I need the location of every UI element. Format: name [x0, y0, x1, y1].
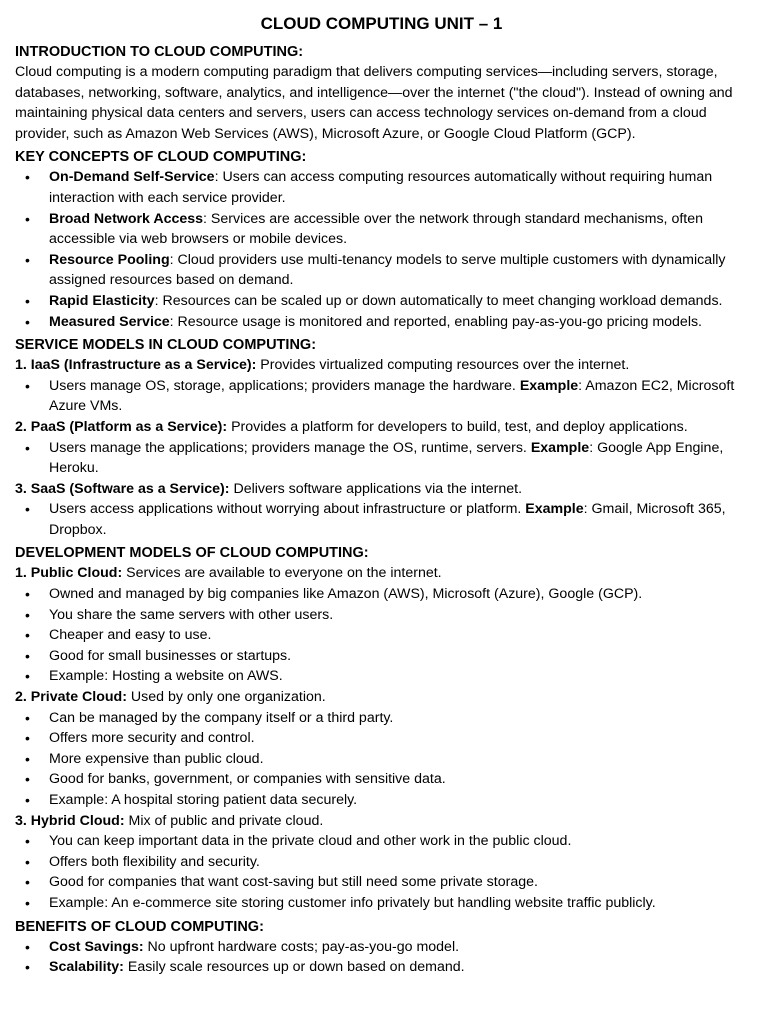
list-item [15, 499, 756, 540]
list-item: • Example: An e-commerce site storing customer info privately but handling website traffic publicly. [15, 893, 756, 914]
service-model-paas [15, 417, 756, 438]
benefit-term: Cost Savings: [49, 938, 144, 955]
list-item: • Offers both flexibility and security. [15, 852, 756, 873]
model-name: 1. Public Cloud: [15, 565, 123, 582]
list-item: • You can keep important data in the private cloud and other work in the public cloud. [15, 831, 756, 852]
concept-term: Measured Service [49, 313, 170, 330]
deployment-model-public [15, 563, 756, 584]
list-item [15, 312, 756, 333]
list-item: • Good for companies that want cost-saving but still need some private storage. [15, 872, 756, 893]
key-concepts-list [15, 167, 756, 332]
benefit-term: Scalability: [49, 959, 124, 976]
service-model-list [15, 376, 756, 417]
deployment-models-heading: DEVELOPMENT MODELS OF CLOUD COMPUTING: [15, 545, 369, 562]
concept-term: Rapid Elasticity [49, 292, 155, 309]
list-item: • You share the same servers with other users. [15, 605, 756, 626]
model-bullet-text: Users access applications without worrying about infrastructure or platform. [49, 501, 526, 518]
list-item: • Good for banks, government, or companies with sensitive data. [15, 769, 756, 790]
list-item: • More expensive than public cloud. [15, 749, 756, 770]
deployment-model-list [15, 584, 756, 687]
example-label: Example [525, 501, 584, 518]
example-text: : Gmail, Microsoft 365, Dropbox. [49, 501, 726, 538]
concept-text: : Cloud providers use multi-tenancy models to serve multiple customers with dynamically assigned resources based on demand. [49, 251, 726, 289]
list-item: • Good for small businesses or startups. [15, 646, 756, 667]
concept-text: : Resources can be scaled up or down automatically to meet changing workload demands. [154, 292, 723, 309]
document-title: CLOUD COMPUTING UNIT – 1 [260, 14, 503, 33]
deployment-model-list [15, 831, 756, 913]
benefit-text: No upfront hardware costs; pay-as-you-go model. [143, 938, 460, 955]
service-model-list [15, 438, 756, 479]
model-desc: Provides a platform for developers to build, test, and deploy applications. [227, 418, 688, 435]
model-bullet-text: Users manage the applications; providers manage the OS, runtime, servers. [49, 439, 531, 456]
model-name: 1. IaaS (Infrastructure as a Service): [15, 357, 257, 374]
model-desc: Used by only one organization. [126, 689, 326, 706]
list-item [15, 937, 756, 958]
model-name: 3. SaaS (Software as a Service): [15, 480, 230, 497]
list-item: • Example: A hospital storing patient data securely. [15, 790, 756, 811]
list-item: • Example: Hosting a website on AWS. [15, 666, 756, 687]
service-model-saas [15, 479, 756, 500]
concept-term: On-Demand Self-Service [49, 169, 215, 186]
example-text: : Google App Engine, Heroku. [49, 439, 724, 477]
list-item [15, 376, 756, 417]
model-desc: Services are available to everyone on the internet. [122, 565, 442, 582]
list-item: • Owned and managed by big companies like Amazon (AWS), Microsoft (Azure), Google (GCP). [15, 584, 756, 605]
deployment-model-hybrid [15, 811, 756, 832]
benefits-heading: BENEFITS OF CLOUD COMPUTING: [15, 918, 264, 935]
concept-text: : Users can access computing resources automatically without requiring human interaction with each service provider. [49, 169, 713, 206]
concept-text: : Resource usage is monitored and reported, enabling pay-as-you-go pricing models. [169, 313, 703, 330]
list-item [15, 167, 756, 208]
example-label: Example [519, 377, 579, 394]
concept-term: Resource Pooling [49, 251, 170, 268]
list-item [15, 209, 756, 250]
example-text: : Amazon EC2, Microsoft Azure VMs. [49, 377, 735, 415]
deployment-model-private [15, 687, 756, 708]
list-item: • Cheaper and easy to use. [15, 625, 756, 646]
model-name: 2. PaaS (Platform as a Service): [15, 418, 228, 435]
list-item [15, 250, 756, 291]
list-item: • Offers more security and control. [15, 728, 756, 749]
model-name: 3. Hybrid Cloud: [15, 812, 125, 829]
list-item [15, 957, 756, 978]
deployment-model-list [15, 708, 756, 811]
concept-term: Broad Network Access [49, 210, 204, 227]
intro-paragraph: Cloud computing is a modern computing paradigm that delivers computing services—including servers, storage, databases, networking, software, analytics, and intelligence—over the internet ("the cloud"). Instead of owning and maintaining physical data centers and servers, users can access technology services on-demand from a cloud provider, such as Amazon Web Services (AWS), Microsoft Azure, or Google Cloud Platform (GCP). [15, 64, 733, 142]
key-concepts-heading: KEY CONCEPTS OF CLOUD COMPUTING: [15, 149, 307, 166]
model-desc: Delivers software applications via the internet. [229, 480, 523, 497]
service-model-iaas [15, 355, 756, 376]
list-item [15, 291, 756, 312]
benefit-text: Easily scale resources up or down based on demand. [123, 959, 465, 976]
model-desc: Provides virtualized computing resources over the internet. [256, 357, 630, 374]
example-label: Example [530, 439, 590, 456]
benefits-list [15, 937, 756, 978]
list-item: • Can be managed by the company itself or a third party. [15, 708, 756, 729]
list-item [15, 438, 756, 479]
service-models-heading: SERVICE MODELS IN CLOUD COMPUTING: [15, 337, 317, 354]
service-model-list [15, 499, 756, 540]
model-bullet-text: Users manage OS, storage, applications; providers manage the hardware. [49, 377, 520, 394]
concept-text: : Services are accessible over the network through standard mechanisms, often accessible via web browsers or mobile devices. [49, 210, 703, 248]
model-desc: Mix of public and private cloud. [124, 812, 324, 829]
intro-heading: INTRODUCTION TO CLOUD COMPUTING: [15, 44, 304, 60]
model-name: 2. Private Cloud: [15, 689, 127, 706]
